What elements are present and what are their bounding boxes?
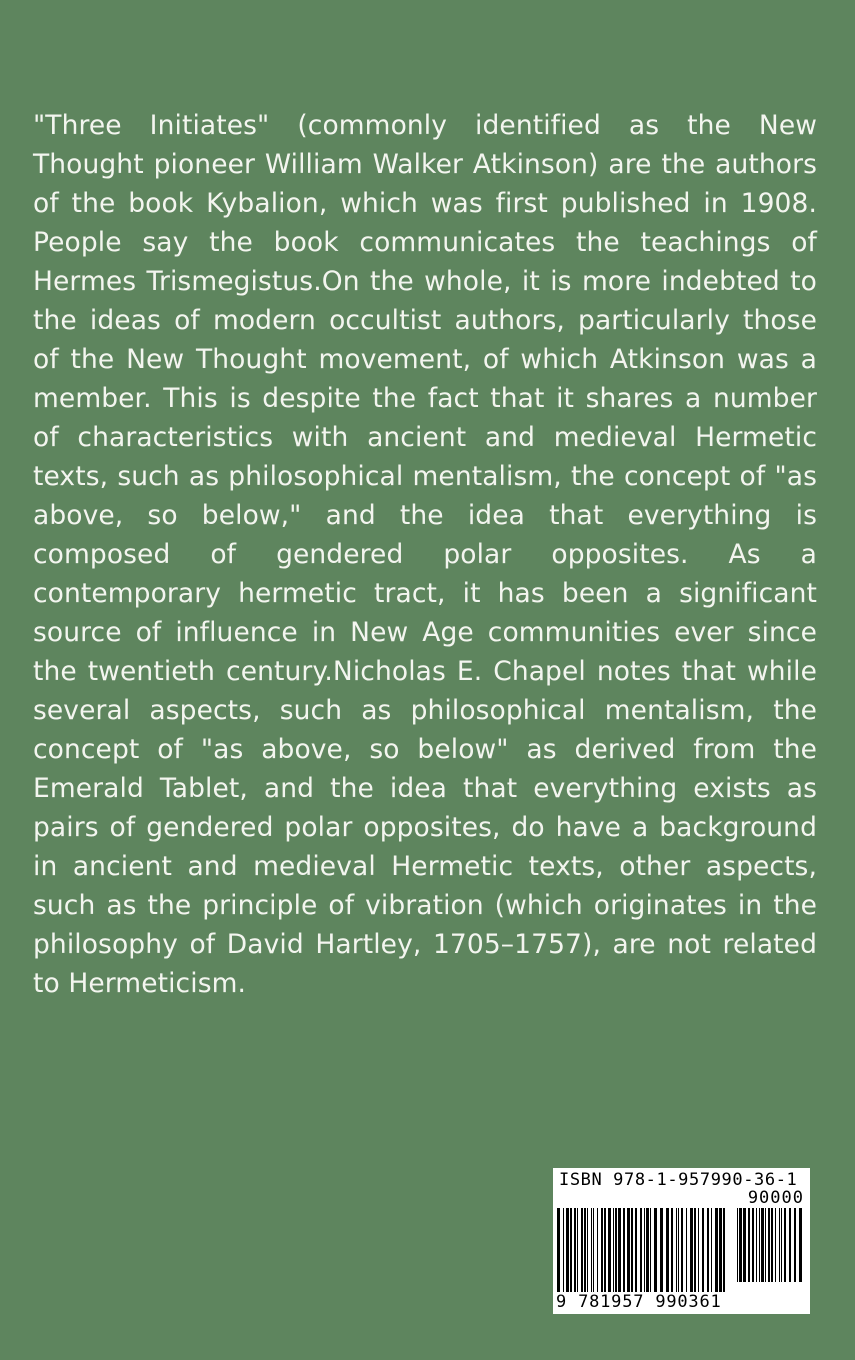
barcode-bar xyxy=(631,1208,633,1292)
barcode-bar xyxy=(686,1208,687,1292)
barcode-bar xyxy=(799,1208,802,1282)
barcode-bar xyxy=(678,1208,679,1292)
barcode-bar xyxy=(694,1208,696,1292)
barcode-bar xyxy=(593,1208,594,1292)
barcode-bar xyxy=(711,1208,712,1292)
barcode-bar xyxy=(752,1208,754,1282)
addon-bars xyxy=(733,1208,805,1294)
barcode-bar xyxy=(566,1208,569,1292)
barcode-bar xyxy=(739,1208,742,1282)
barcode-bar xyxy=(650,1208,651,1292)
ean-digits: 9 781957 990361 xyxy=(556,1292,722,1312)
barcode-bar xyxy=(570,1208,572,1292)
ean13-bars xyxy=(553,1208,731,1304)
barcode-bar xyxy=(690,1208,693,1292)
barcode-bar xyxy=(660,1208,663,1292)
barcode-bar xyxy=(784,1208,786,1282)
barcode-bar xyxy=(613,1208,614,1292)
barcode-bar xyxy=(768,1208,770,1282)
barcode-bar xyxy=(759,1208,760,1282)
barcode-bar xyxy=(604,1208,606,1292)
barcode-bar xyxy=(698,1208,699,1292)
barcode-bar xyxy=(681,1208,683,1292)
barcode-bar xyxy=(644,1208,645,1304)
barcode-bar xyxy=(587,1208,588,1292)
barcode-bar xyxy=(563,1208,564,1304)
barcode-bar xyxy=(618,1208,621,1292)
barcode-bar xyxy=(623,1208,625,1292)
barcode-bar xyxy=(581,1208,583,1292)
book-description: "Three Initiates" (commonly identified as the New Thought pioneer William Walker Atkinson) are the authors of the book Kybalion, which was first published in 1908. People say the book communicates the teachings of Hermes Trismegistus.On the whole, it is more indebted to the ideas of modern occultist authors, particularly those of the New Thought movement, of which Atkinson was a member. This is despite the fact that it shares a number of characteristics with ancient and medieval Hermetic texts, such as philosophical mentalism, the concept of "as above, so below," and the idea that everything is composed of gendered polar opposites. As a contemporary hermetic tract, it has been a significant source of influence in New Age communities ever since the twentieth century.Nicholas E. Chapel notes that while several aspects, such as philosophical mentalism, the concept of "as above, so below" as derived from the Emerald Tablet, and the idea that everything exists as pairs of gendered polar opposites, do have a background in ancient and medieval Hermetic texts, other aspects, such as the principle of vibration (which originates in the philosophy of David Hartley, 1705–1757), are not related to Hermeticism. xyxy=(33,110,817,999)
barcode-bar xyxy=(557,1208,560,1304)
barcode-bar xyxy=(719,1208,722,1292)
isbn-label: ISBN 978-1-957990-36-1 xyxy=(559,1170,798,1190)
barcode-bar xyxy=(577,1208,578,1292)
barcode-bar xyxy=(666,1208,669,1292)
barcode-bar xyxy=(707,1208,709,1292)
barcode-bar xyxy=(771,1208,773,1282)
barcode-bar xyxy=(756,1208,757,1282)
barcode-bar xyxy=(765,1208,766,1282)
barcode-bar xyxy=(608,1208,611,1292)
price-code: 90000 xyxy=(747,1188,804,1208)
barcode-bar xyxy=(654,1208,657,1292)
barcode-bar xyxy=(737,1208,738,1282)
barcode-bar xyxy=(640,1208,642,1304)
barcode-bar xyxy=(702,1208,704,1292)
barcode-bar xyxy=(615,1208,617,1292)
barcode-bar xyxy=(775,1208,776,1282)
barcode-bar xyxy=(761,1208,764,1282)
barcode-bar xyxy=(715,1208,718,1292)
barcode-bar xyxy=(676,1208,677,1292)
barcode-bar xyxy=(743,1208,746,1282)
barcode-bar xyxy=(646,1208,649,1292)
barcode-bar xyxy=(789,1208,791,1282)
barcode-bar xyxy=(794,1208,796,1282)
barcode-bar xyxy=(635,1208,637,1292)
barcode-bar xyxy=(574,1208,576,1292)
isbn-barcode xyxy=(553,1168,810,1314)
barcode-bar xyxy=(627,1208,630,1292)
barcode-bar xyxy=(723,1208,725,1292)
barcode-bar xyxy=(591,1208,592,1292)
barcode-bar xyxy=(781,1208,782,1282)
barcode-bar xyxy=(779,1208,780,1282)
barcode-bar xyxy=(748,1208,750,1282)
barcode-bar xyxy=(584,1208,586,1292)
barcode-bar xyxy=(601,1208,603,1292)
barcode-bar xyxy=(597,1208,598,1292)
barcode-bar xyxy=(671,1208,673,1292)
